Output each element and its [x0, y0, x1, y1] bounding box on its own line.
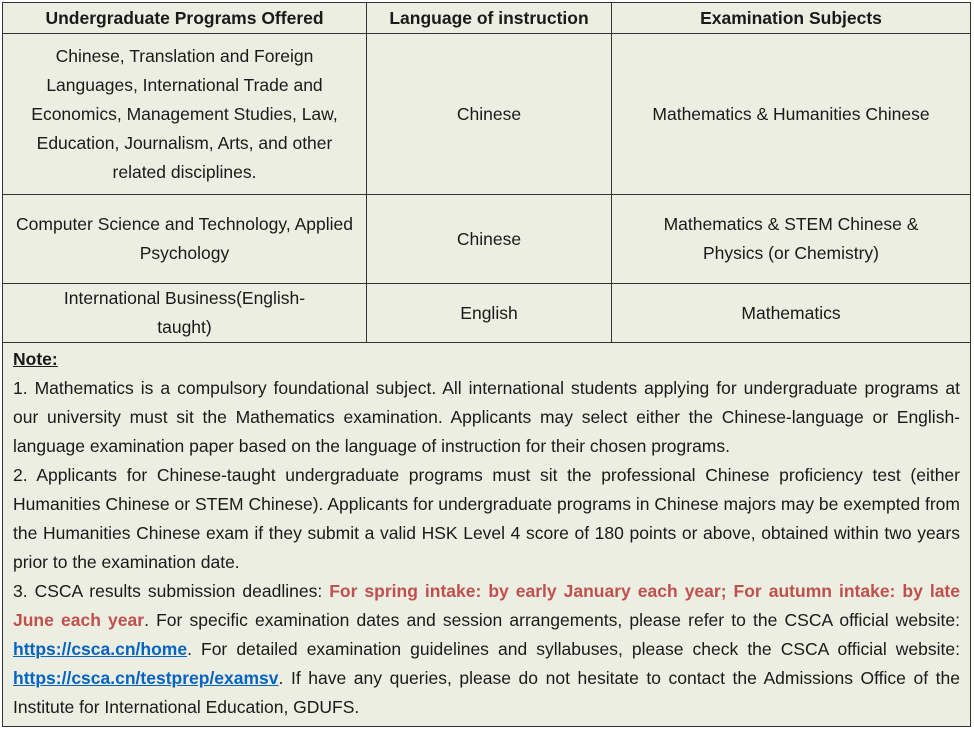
note-row: [3, 343, 971, 727]
programs-cell: Chinese, Translation and Foreign Languages, International Trade and Economics, Management Studies, Law, Education, Journalism, Arts, and other related disciplines.: [3, 34, 367, 195]
note-text: . For specific examination dates and session arrangements, please refer to the CSCA official website:: [144, 610, 960, 630]
note-text: . For detailed examination guidelines and syllabuses, please check the CSCA official website:: [187, 639, 960, 659]
note-item-3: [13, 577, 960, 722]
note-text: 3. CSCA results submission deadlines:: [13, 581, 330, 601]
note-item-1: 1. Mathematics is a compulsory foundational subject. All international students applying for undergraduate programs at our university must sit the Mathematics examination. Applicants may select either the Chinese-language or English-language examination paper based on the language of instruction for their chosen programs.: [13, 378, 960, 456]
language-cell: Chinese: [367, 34, 612, 195]
note-text: . If have any queries, please do not hesitate to contact the Admissions Office of the Institute for International Education, GDUFS.: [13, 668, 960, 717]
note-cell: [3, 343, 971, 727]
csca-home-link[interactable]: https://csca.cn/home: [13, 639, 188, 659]
header-programs: Undergraduate Programs Offered: [3, 3, 367, 34]
csca-examsv-link[interactable]: https://csca.cn/testprep/examsv: [13, 668, 279, 688]
subjects-cell: Mathematics: [612, 284, 971, 343]
language-cell: English: [367, 284, 612, 343]
programs-cell: International Business(English-taught): [3, 284, 367, 343]
table-row: [3, 284, 971, 343]
table-row: [3, 195, 971, 284]
language-cell: Chinese: [367, 195, 612, 284]
header-subjects: Examination Subjects: [612, 3, 971, 34]
deadline-highlight: For spring intake: by early January each year; For autumn intake: by late June each year: [13, 581, 960, 630]
note-title: Note:: [13, 349, 58, 369]
subjects-cell: Mathematics & Humanities Chinese: [612, 34, 971, 195]
header-language: Language of instruction: [367, 3, 612, 34]
subjects-cell: Mathematics & STEM Chinese & Physics (or Chemistry): [612, 195, 971, 284]
header-row: [3, 3, 971, 34]
note-item-2: 2. Applicants for Chinese-taught undergraduate programs must sit the professional Chinese proficiency test (either Humanities Chinese or STEM Chinese). Applicants for undergraduate programs in Chinese majors may be exempted from the Humanities Chinese exam if they submit a valid HSK Level 4 score of 180 points or above, obtained within two years prior to the examination date.: [13, 465, 960, 572]
programs-cell: Computer Science and Technology, Applied Psychology: [3, 195, 367, 284]
programs-table: [2, 2, 971, 727]
table-row: [3, 34, 971, 195]
